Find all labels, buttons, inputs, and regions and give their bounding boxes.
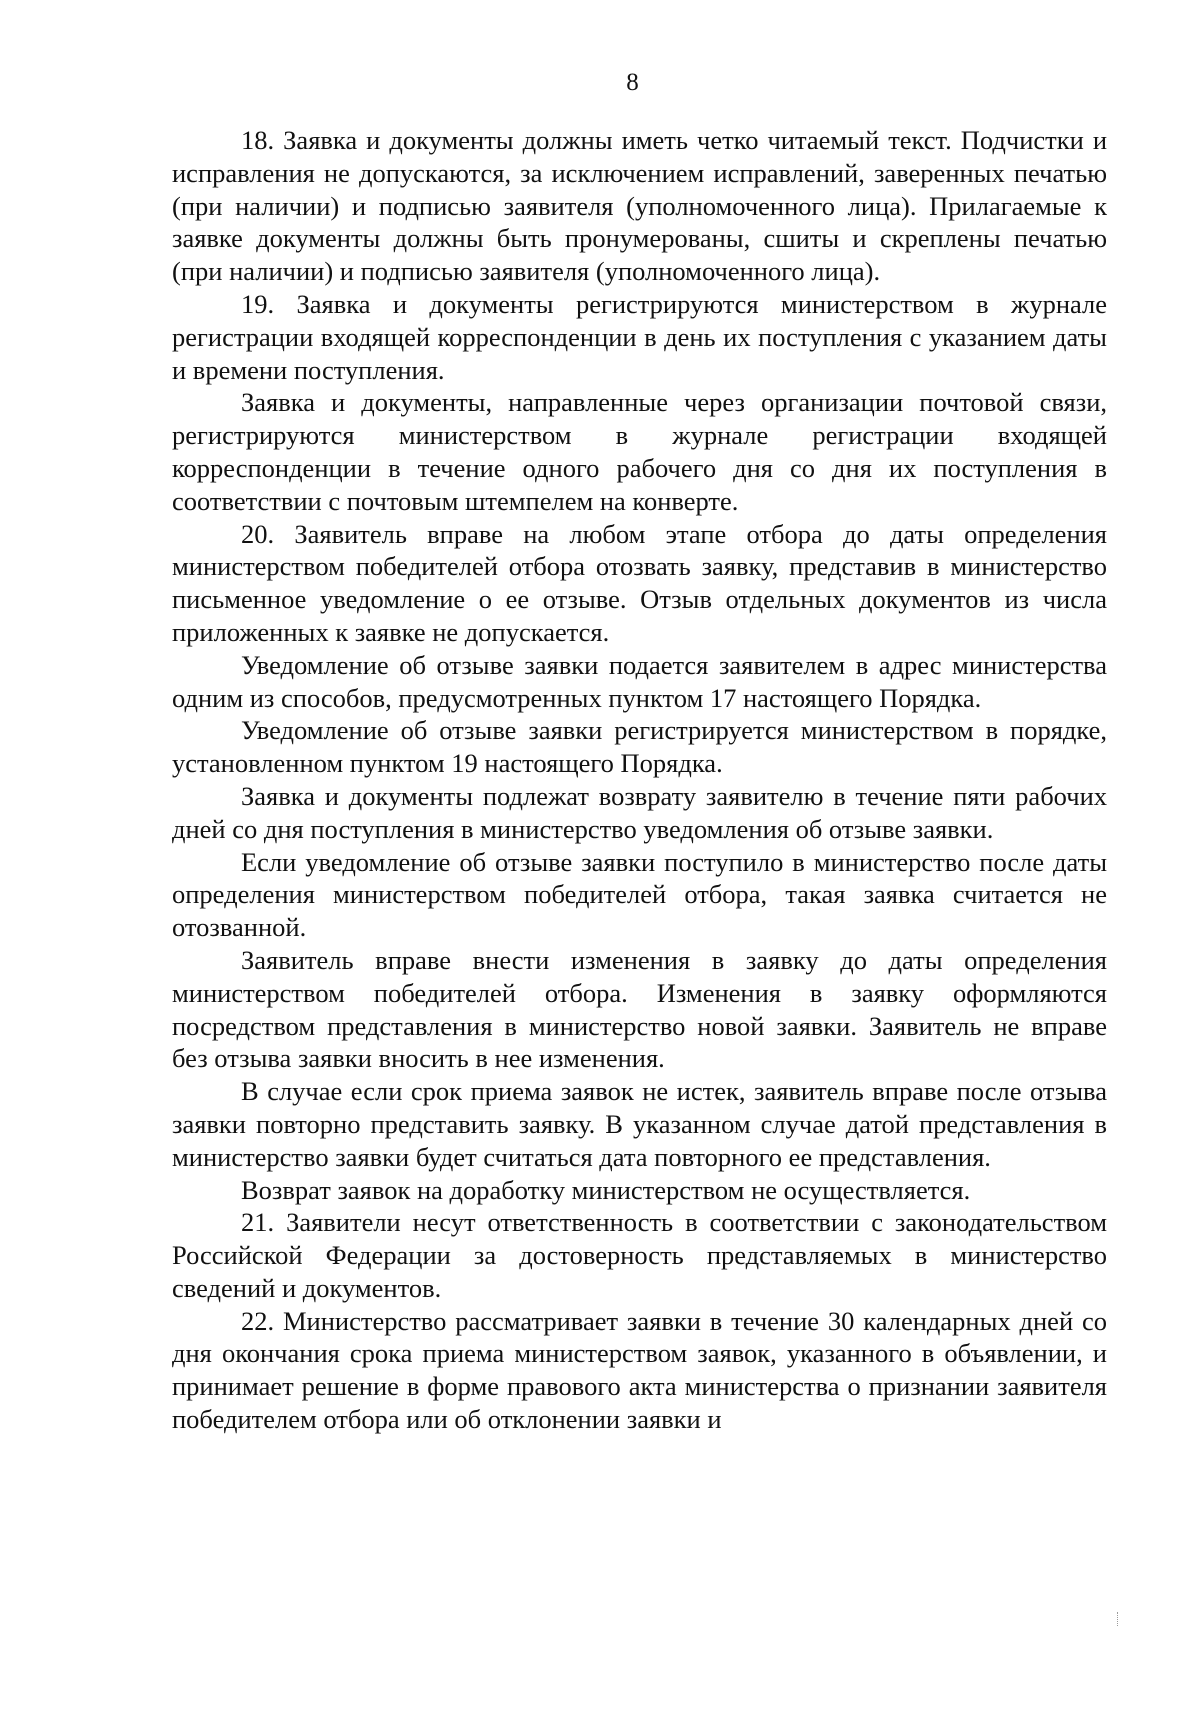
- paragraph-20-notice-registration: Уведомление об отзыве заявки регистрируется министерством в порядке, установленном пунктом 19 настоящего Порядка.: [172, 715, 1107, 779]
- paragraph-19-postal: Заявка и документы, направленные через организации почтовой связи, регистрируются министерством в журнале регистрации входящей корреспонденции в течение одного рабочего дня со дня их поступления в соответствии с почтовым штемпелем на конверте.: [172, 387, 1107, 516]
- paragraph-19: 19. Заявка и документы регистрируются министерством в журнале регистрации входящей корреспонденции в день их поступления с указанием даты и времени поступления.: [172, 288, 1107, 385]
- paragraph-22: 22. Министерство рассматривает заявки в течение 30 календарных дней со дня окончания срока приема министерством заявок, указанного в объявлении, и принимает решение в форме правового акта министерства о признании заявителя победителем отбора или об отклонении заявки и: [172, 1305, 1107, 1435]
- paragraph-18: 18. Заявка и документы должны иметь четко читаемый текст. Подчистки и исправления не допускаются, за исключением исправлений, заверенных печатью (при наличии) и подписью заявителя (уполномоченного лица). Прилагаемые к заявке документы должны быть пронумерованы, сшиты и скреплены печатью (при наличии) и подписью заявителя (уполномоченного лица).: [172, 125, 1107, 287]
- paragraph-21: 21. Заявители несут ответственность в соответствии с законодательством Российской Федерации за достоверность представляемых в министерство сведений и документов.: [172, 1207, 1107, 1303]
- page-number: 8: [626, 69, 639, 96]
- scan-artifact: [1117, 1612, 1121, 1626]
- paragraph-20-changes: Заявитель вправе внести изменения в заявку до даты определения министерством победителей отбора. Изменения в заявку оформляются посредством представления в министерство новой заявки. Заявитель не вправе без отзыва заявки вносить в нее изменения.: [172, 944, 1107, 1074]
- paragraph-20-resubmission: В случае если срок приема заявок не истек, заявитель вправе после отзыва заявки повторно представить заявку. В указанном случае датой представления в министерство заявки будет считаться дата повторного ее представления.: [172, 1076, 1107, 1172]
- document-body: [172, 124, 1107, 1436]
- paragraph-20-notice-submission: Уведомление об отзыве заявки подается заявителем в адрес министерства одним из способов, предусмотренных пунктом 17 настоящего Порядка.: [172, 649, 1107, 713]
- paragraph-20-return: Заявка и документы подлежат возврату заявителю в течение пяти рабочих дней со дня поступления в министерство уведомления об отзыве заявки.: [172, 780, 1107, 844]
- paragraph-20-no-revision: Возврат заявок на доработку министерством не осуществляется.: [241, 1174, 971, 1205]
- paragraph-20: 20. Заявитель вправе на любом этапе отбора до даты определения министерством победителей отбора отозвать заявку, представив в министерство письменное уведомление о ее отзыве. Отзыв отдельных документов из числа приложенных к заявке не допускается.: [172, 518, 1107, 647]
- paragraph-20-late-notice: Если уведомление об отзыве заявки поступило в министерство после даты определения министерством победителей отбора, такая заявка считается не отозванной.: [172, 846, 1107, 943]
